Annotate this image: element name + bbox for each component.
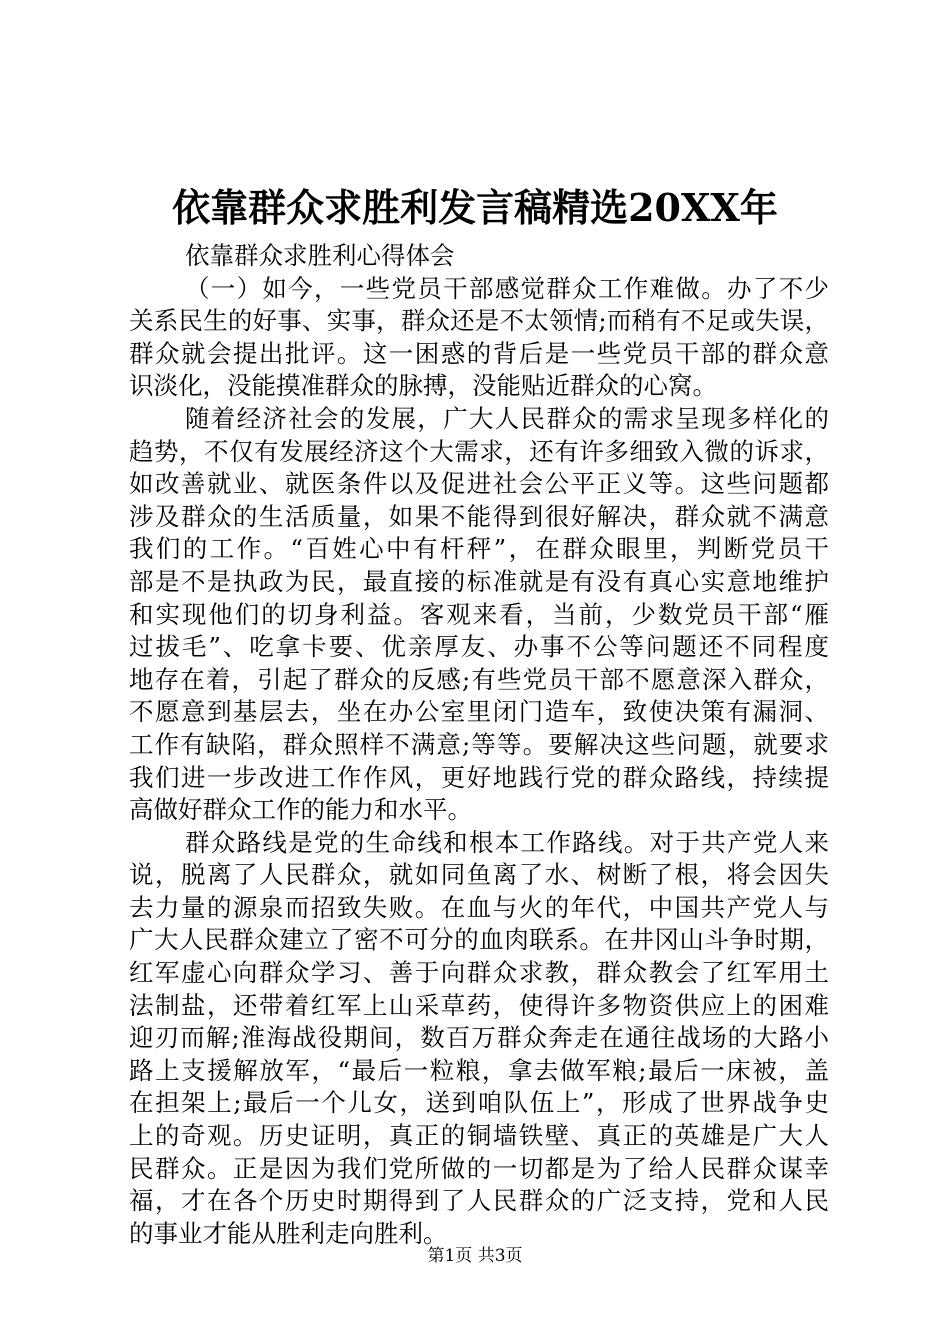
paragraph-line: 过拔毛”、吃拿卡要、优亲厚友、办事不公等问题还不同程度 <box>129 632 829 662</box>
paragraph-line: 和实现他们的切身利益。客观来看，当前，少数党员干部“雁 <box>129 599 829 629</box>
subtitle-line: 依靠群众求胜利心得体会 <box>185 241 455 270</box>
paragraph-line: 迎刃而解;淮海战役期间，数百万群众奔走在通往战场的大路小 <box>129 1023 829 1053</box>
paragraph-line: 在担架上;最后一个儿女，送到咱队伍上”，形成了世界战争史 <box>129 1088 829 1118</box>
paragraph-line: 广大人民群众建立了密不可分的血肉联系。在井冈山斗争时期， <box>129 925 829 955</box>
paragraph-line: 群众就会提出批评。这一困惑的背后是一些党员干部的群众意 <box>129 338 829 368</box>
paragraph-line: 地存在着，引起了群众的反感;有些党员干部不愿意深入群众， <box>129 664 829 694</box>
paragraph-line: （一）如今，一些党员干部感觉群众工作难做。办了不少 <box>185 273 829 303</box>
paragraph-line: 关系民生的好事、实事，群众还是不太领情;而稍有不足或失误， <box>129 306 829 336</box>
paragraph-line: 不愿意到基层去，坐在办公室里闭门造车，致使决策有漏洞、 <box>129 697 829 727</box>
paragraph-line: 我们的工作。“百姓心中有杆秤”，在群众眼里，判断党员干 <box>129 534 829 564</box>
paragraph-line: 涉及群众的生活质量，如果不能得到很好解决，群众就不满意 <box>129 501 829 531</box>
paragraph-line: 民群众。正是因为我们党所做的一切都是为了给人民群众谋幸 <box>129 1153 829 1183</box>
page-number: 第1页 共3页 <box>427 1246 523 1266</box>
paragraph-line: 部是不是执政为民，最直接的标准就是有没有真心实意地维护 <box>129 566 829 596</box>
paragraph-line: 的事业才能从胜利走向胜利。 <box>129 1218 448 1248</box>
paragraph-line: 红军虚心向群众学习、善于向群众求教，群众教会了红军用土 <box>129 958 829 988</box>
paragraph-line: 我们进一步改进工作作风，更好地践行党的群众路线，持续提 <box>129 762 829 792</box>
document-body <box>129 240 829 1250</box>
paragraph-line: 福，才在各个历史时期得到了人民群众的广泛支持，党和人民 <box>129 1186 829 1216</box>
paragraph-line: 法制盐，还带着红军上山采草药，使得许多物资供应上的困难 <box>129 990 829 1020</box>
paragraph-line: 去力量的源泉而招致失败。在血与火的年代，中国共产党人与 <box>129 892 829 922</box>
document-title: 依靠群众求胜利发言稿精选20XX年 <box>172 185 778 230</box>
paragraph-line: 说，脱离了人民群众，就如同鱼离了水、树断了根，将会因失 <box>129 860 829 890</box>
paragraph-line: 如改善就业、就医条件以及促进社会公平正义等。这些问题都 <box>129 469 829 499</box>
paragraph-line: 趋势，不仅有发展经济这个大需求，还有许多细致入微的诉求， <box>129 436 829 466</box>
paragraph-line: 识淡化，没能摸准群众的脉搏，没能贴近群众的心窝。 <box>129 371 717 401</box>
paragraph-line: 上的奇观。历史证明，真正的铜墙铁壁、真正的英雄是广大人 <box>129 1121 829 1151</box>
paragraph-line: 路上支援解放军，“最后一粒粮，拿去做军粮;最后一床被，盖 <box>129 1055 829 1085</box>
paragraph-line: 工作有缺陷，群众照样不满意;等等。要解决这些问题，就要求 <box>129 729 829 759</box>
paragraph-line: 随着经济社会的发展，广大人民群众的需求呈现多样化的 <box>185 403 829 433</box>
paragraph-line: 高做好群众工作的能力和水平。 <box>129 795 472 825</box>
paragraph-line: 群众路线是党的生命线和根本工作路线。对于共产党人来 <box>185 827 829 857</box>
